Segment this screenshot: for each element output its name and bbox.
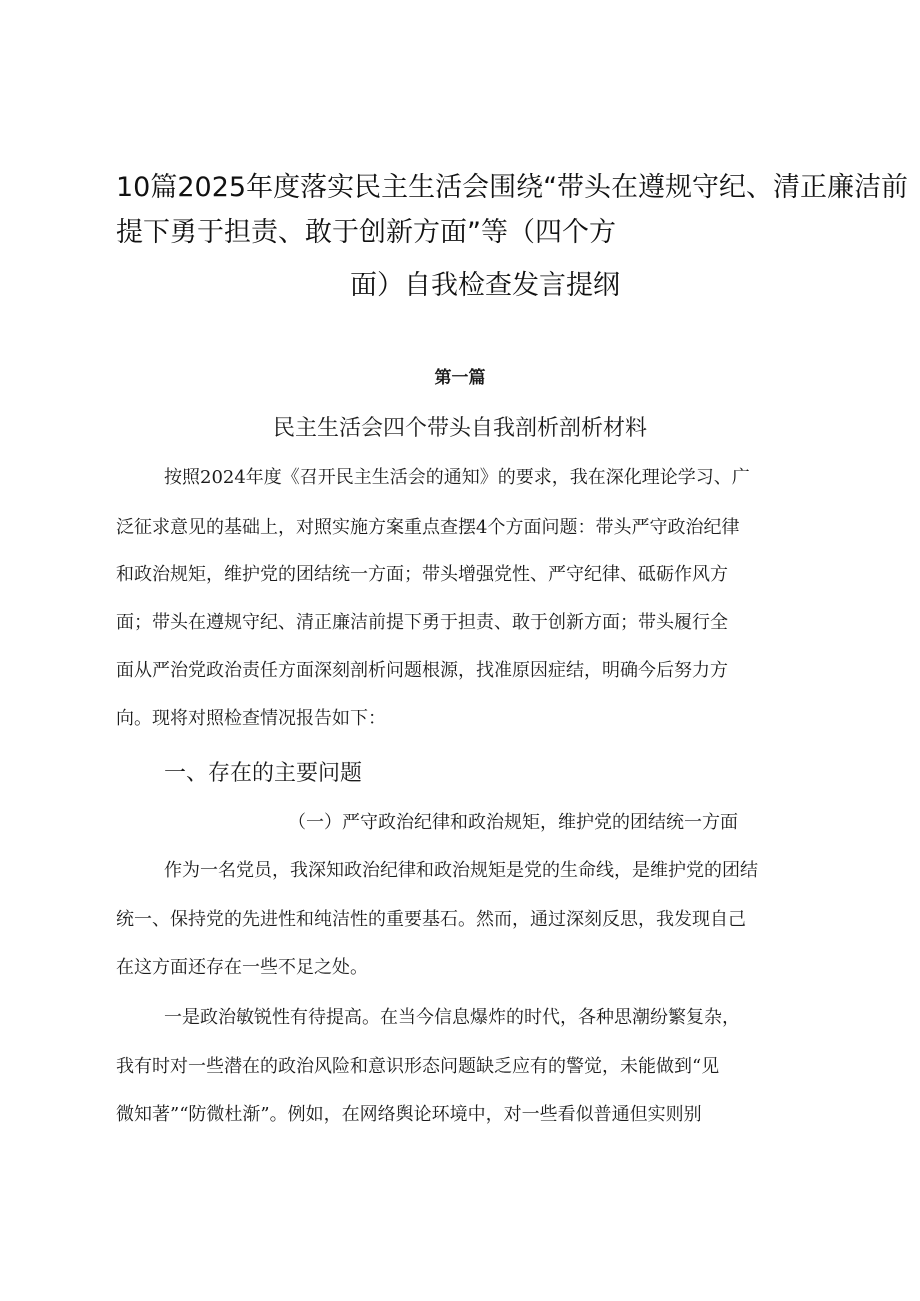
intro-line: 面；带头在遵规守纪、清正廉洁前提下勇于担责、敢于创新方面；带头履行全 (116, 612, 728, 633)
intro-line: 泛征求意见的基础上，对照实施方案重点查摆4个方面问题：带头严守政治纪律 (116, 517, 740, 538)
paragraph-line: 我有时对一些潜在的政治风险和意识形态问题缺乏应有的警觉，未能做到“见 (116, 1056, 720, 1077)
paragraph-line: 一是政治敏锐性有待提高。在当今信息爆炸的时代，各种思潮纷繁复杂， (164, 1007, 740, 1028)
paragraph-line: 微知著”“防微杜渐”。例如，在网络舆论环境中，对一些看似普通但实则别 (116, 1104, 702, 1125)
intro-line: 面从严治党政治责任方面深刻剖析问题根源，找准原因症结，明确今后努力方 (116, 660, 728, 681)
intro-line: 向。现将对照检查情况报告如下： (116, 708, 386, 729)
document-title-line-1: 10篇2025年度落实民主生活会围绕“带头在遵规守纪、清正廉洁前 (116, 172, 909, 203)
subsection-heading: （一）严守政治纪律和政治规矩，维护党的团结统一方面 (288, 812, 738, 833)
chapter-label: 第一篇 (434, 368, 486, 388)
intro-line: 按照2024年度《召开民主生活会的通知》的要求，我在深化理论学习、广 (164, 467, 750, 488)
paragraph-line: 统一、保持党的先进性和纯洁性的重要基石。然而，通过深刻反思，我发现自己 (116, 909, 746, 930)
section-heading: 一、存在的主要问题 (164, 761, 363, 786)
paragraph-line: 在这方面还存在一些不足之处。 (116, 957, 368, 978)
paragraph-line: 作为一名党员，我深知政治纪律和政治规矩是党的生命线，是维护党的团结 (164, 860, 758, 881)
chapter-subtitle: 民主生活会四个带头自我剖析剖析材料 (272, 416, 647, 441)
document-title-line-3: 面）自我检查发言提纲 (350, 270, 620, 301)
intro-line: 和政治规矩，维护党的团结统一方面；带头增强党性、严守纪律、砥砺作风方 (116, 564, 728, 585)
document-title-line-2: 提下勇于担责、敢于创新方面”等（四个方 (116, 217, 616, 248)
